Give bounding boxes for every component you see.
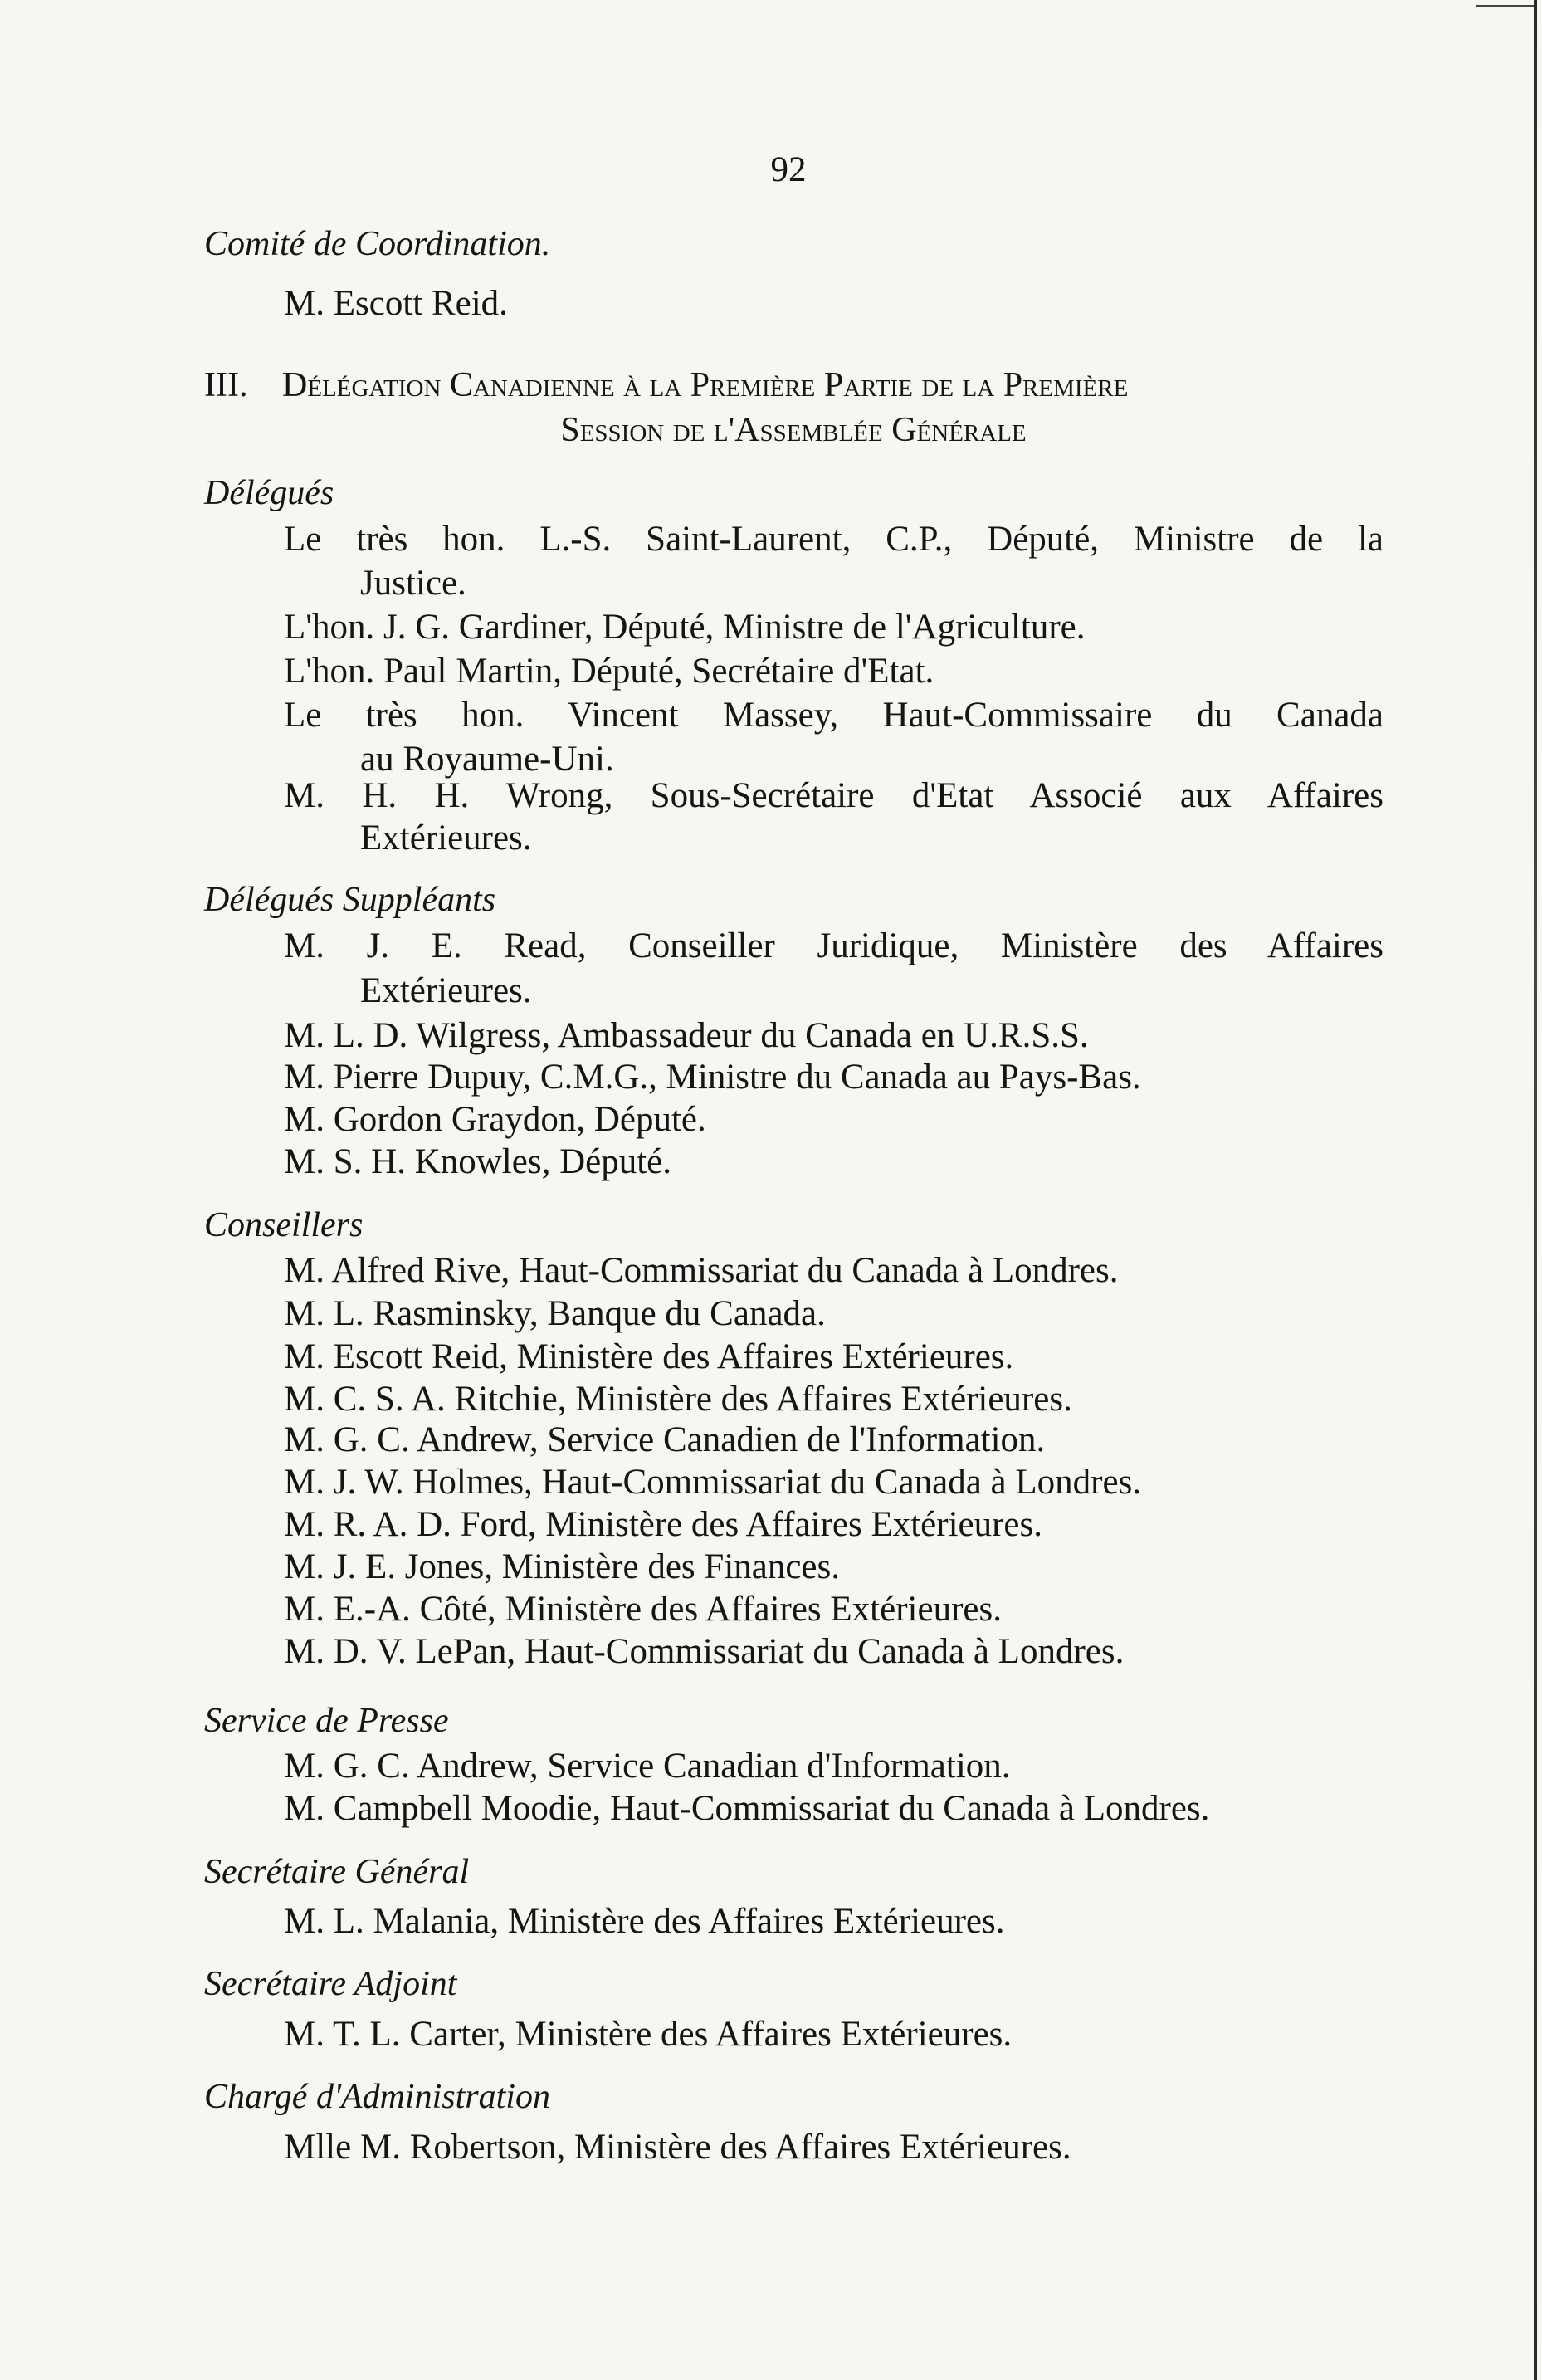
division-title-line1: Délégation Canadienne à la Première Partie de la Première <box>282 366 1129 404</box>
comite-heading: Comité de Coordination. <box>204 225 551 263</box>
list-item: M. J. E. Read, Conseiller Juridique, Ministère des Affaires <box>284 926 1383 965</box>
list-item: M. J. W. Holmes, Haut-Commissariat du Canada à Londres. <box>284 1463 1142 1502</box>
division-number: III. <box>204 366 248 404</box>
list-item: M. L. Rasminsky, Banque du Canada. <box>284 1294 826 1333</box>
list-item: M. Escott Reid, Ministère des Affaires Extérieures. <box>284 1337 1014 1376</box>
list-item: M. R. A. D. Ford, Ministère des Affaires Extérieures. <box>284 1505 1043 1544</box>
page-edge-shadow <box>1534 0 1537 2380</box>
list-item: M. D. V. LePan, Haut-Commissariat du Canada à Londres. <box>284 1632 1125 1671</box>
list-item: M. H. H. Wrong, Sous-Secrétaire d'Etat Associé aux Affaires <box>284 776 1383 815</box>
delegues-heading: Délégués <box>204 474 334 512</box>
page-edge-mark <box>1476 5 1534 7</box>
list-item: M. T. L. Carter, Ministère des Affaires Extérieures. <box>284 2015 1013 2054</box>
presse-heading: Service de Presse <box>204 1702 449 1740</box>
list-item: Le très hon. Vincent Massey, Haut-Commissaire du Canada <box>284 696 1383 735</box>
list-item: M. E.-A. Côté, Ministère des Affaires Extérieures. <box>284 1590 1002 1629</box>
suppleants-heading: Délégués Suppléants <box>204 881 496 919</box>
division-title-line2: Session de l'Assemblée Générale <box>560 411 1027 449</box>
list-item: Le très hon. L.-S. Saint-Laurent, C.P., Député, Ministre de la <box>284 520 1383 559</box>
list-item: M. L. Malania, Ministère des Affaires Extérieures. <box>284 1902 1005 1941</box>
list-item: M. C. S. A. Ritchie, Ministère des Affaires Extérieures. <box>284 1380 1072 1419</box>
comite-member: M. Escott Reid. <box>284 284 508 323</box>
list-item: L'hon. Paul Martin, Député, Secrétaire d'Etat. <box>284 652 934 691</box>
list-item: M. Pierre Dupuy, C.M.G., Ministre du Canada au Pays-Bas. <box>284 1058 1141 1097</box>
page-number: 92 <box>770 150 807 189</box>
secretaire-general-heading: Secrétaire Général <box>204 1853 470 1891</box>
list-item: M. G. C. Andrew, Service Canadien de l'Information. <box>284 1420 1046 1459</box>
list-item: M. J. E. Jones, Ministère des Finances. <box>284 1547 841 1586</box>
list-item-continuation: Extérieures. <box>360 819 532 858</box>
conseillers-heading: Conseillers <box>204 1206 364 1244</box>
list-item: M. L. D. Wilgress, Ambassadeur du Canada en U.R.S.S. <box>284 1016 1089 1055</box>
administration-heading: Chargé d'Administration <box>204 2078 550 2116</box>
list-item: M. Alfred Rive, Haut-Commissariat du Canada à Londres. <box>284 1251 1119 1290</box>
list-item-continuation: Extérieures. <box>360 971 532 1010</box>
list-item: M. Gordon Graydon, Député. <box>284 1100 706 1139</box>
list-item: L'hon. J. G. Gardiner, Député, Ministre de l'Agriculture. <box>284 608 1086 647</box>
list-item: M. G. C. Andrew, Service Canadian d'Information. <box>284 1747 1011 1786</box>
list-item-continuation: Justice. <box>360 564 466 603</box>
list-item: M. Campbell Moodie, Haut-Commissariat du Canada à Londres. <box>284 1789 1210 1828</box>
list-item-continuation: au Royaume-Uni. <box>360 740 614 779</box>
list-item: Mlle M. Robertson, Ministère des Affaires Extérieures. <box>284 2128 1071 2167</box>
list-item: M. S. H. Knowles, Député. <box>284 1142 671 1181</box>
secretaire-adjoint-heading: Secrétaire Adjoint <box>204 1965 457 2003</box>
